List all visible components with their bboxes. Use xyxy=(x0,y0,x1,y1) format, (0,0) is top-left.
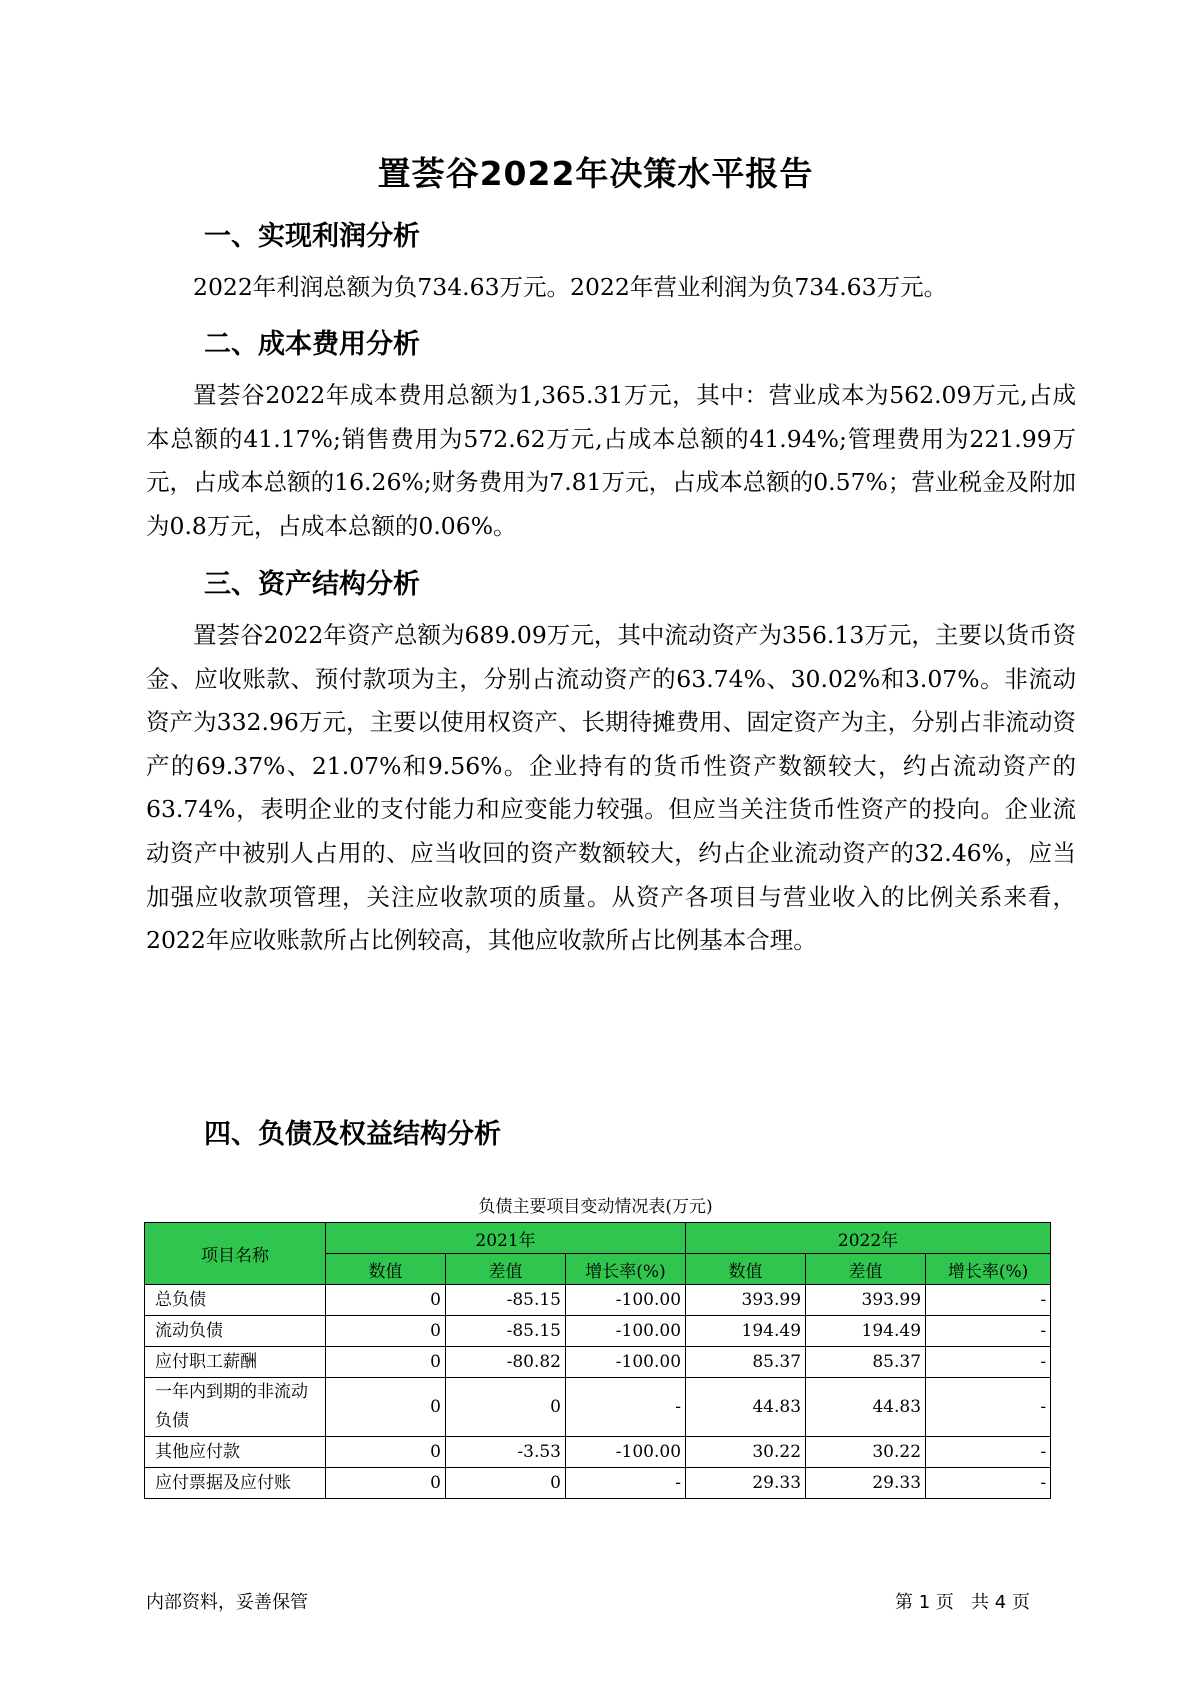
cell-value-2021: 0 xyxy=(326,1316,446,1347)
cell-item-name: 流动负债 xyxy=(145,1316,326,1347)
cell-value-2022: 393.99 xyxy=(686,1285,806,1316)
cell-diff-2022: 194.49 xyxy=(806,1316,926,1347)
header-diff-2021: 差值 xyxy=(446,1254,566,1285)
cell-growth-2022: - xyxy=(926,1316,1051,1347)
table-row xyxy=(145,1347,1051,1378)
cell-item-name: 应付票据及应付账 xyxy=(145,1468,326,1499)
cell-value-2022: 194.49 xyxy=(686,1316,806,1347)
document-title: 置荟谷2022年决策水平报告 xyxy=(377,154,814,193)
cell-diff-2021: 0 xyxy=(446,1378,566,1437)
table-row xyxy=(145,1468,1051,1499)
cell-growth-2022: - xyxy=(926,1468,1051,1499)
header-value-2021: 数值 xyxy=(326,1254,446,1285)
cell-item-name: 其他应付款 xyxy=(145,1437,326,1468)
paragraph-text: 2022年利润总额为负734.63万元。2022年营业利润为负734.63万元。 xyxy=(193,273,948,301)
section-heading-profit: 一、实现利润分析 xyxy=(204,221,420,252)
cell-growth-2021: - xyxy=(566,1378,686,1437)
cell-diff-2022: 29.33 xyxy=(806,1468,926,1499)
footer-page-number: 第 1 页 共 4 页 xyxy=(895,1592,1030,1613)
cell-growth-2022: - xyxy=(926,1347,1051,1378)
header-growth-2022: 增长率(%) xyxy=(926,1254,1051,1285)
table-caption: 负债主要项目变动情况表(万元) xyxy=(478,1197,713,1217)
cell-value-2022: 85.37 xyxy=(686,1347,806,1378)
cell-growth-2021: -100.00 xyxy=(566,1347,686,1378)
section-heading-assets: 三、资产结构分析 xyxy=(204,569,420,600)
section-paragraph-profit xyxy=(146,266,1076,310)
cell-diff-2022: 44.83 xyxy=(806,1378,926,1437)
cell-value-2022: 29.33 xyxy=(686,1468,806,1499)
table-row xyxy=(145,1378,1051,1437)
cell-diff-2022: 85.37 xyxy=(806,1347,926,1378)
footer-confidential-note: 内部资料，妥善保管 xyxy=(146,1592,308,1613)
cell-item-name: 一年内到期的非流动负债 xyxy=(145,1378,326,1437)
paragraph-text: 置荟谷2022年资产总额为689.09万元，其中流动资产为356.13万元，主要以货币资金、应收账款、预付款项为主，分别占流动资产的63.74%、30.02%和3.07%。非流动资产为332.96万元，主要以使用权资产、长期待摊费用、固定资产为主，分别占非流动资产的69.37%、21.07%和9.56%。企业持有的货币性资产数额较大，约占流动资产的63.74%，表明企业的支付能力和应变能力较强。但应当关注货币性资产的投向。企业流动资产中被别人占用的、应当收回的资产数额较大，约占企业流动资产的32.46%，应当加强应收款项管理，关注应收款项的质量。从资产各项目与营业收入的比例关系来看，2022年应收账款所占比例较高，其他应收款所占比例基本合理。 xyxy=(146,621,1076,955)
cell-growth-2021: - xyxy=(566,1468,686,1499)
cell-value-2021: 0 xyxy=(326,1378,446,1437)
cell-item-name: 应付职工薪酬 xyxy=(145,1347,326,1378)
cell-growth-2021: -100.00 xyxy=(566,1316,686,1347)
liabilities-table xyxy=(144,1222,1051,1499)
table-row xyxy=(145,1316,1051,1347)
cell-value-2022: 30.22 xyxy=(686,1437,806,1468)
cell-diff-2021: -3.53 xyxy=(446,1437,566,1468)
cell-value-2021: 0 xyxy=(326,1347,446,1378)
table-row xyxy=(145,1437,1051,1468)
cell-diff-2021: -85.15 xyxy=(446,1285,566,1316)
cell-diff-2021: -80.82 xyxy=(446,1347,566,1378)
section-heading-liabilities: 四、负债及权益结构分析 xyxy=(204,1119,501,1150)
header-growth-2021: 增长率(%) xyxy=(566,1254,686,1285)
cell-growth-2022: - xyxy=(926,1437,1051,1468)
header-year-2021: 2021年 xyxy=(326,1223,686,1254)
cell-value-2021: 0 xyxy=(326,1437,446,1468)
table-header-row xyxy=(145,1223,1051,1254)
cell-diff-2022: 393.99 xyxy=(806,1285,926,1316)
header-year-2022: 2022年 xyxy=(686,1223,1051,1254)
section-paragraph-assets xyxy=(146,614,1076,963)
section-paragraph-cost xyxy=(146,374,1076,548)
cell-value-2021: 0 xyxy=(326,1468,446,1499)
cell-growth-2022: - xyxy=(926,1285,1051,1316)
cell-item-name: 总负债 xyxy=(145,1285,326,1316)
cell-diff-2021: 0 xyxy=(446,1468,566,1499)
cell-value-2022: 44.83 xyxy=(686,1378,806,1437)
cell-growth-2021: -100.00 xyxy=(566,1437,686,1468)
cell-growth-2022: - xyxy=(926,1378,1051,1437)
section-heading-cost: 二、成本费用分析 xyxy=(204,329,420,360)
cell-value-2021: 0 xyxy=(326,1285,446,1316)
table-body xyxy=(145,1285,1051,1499)
paragraph-text: 置荟谷2022年成本费用总额为1,365.31万元，其中：营业成本为562.09万元,占成本总额的41.17%;销售费用为572.62万元,占成本总额的41.94%;管理费用为221.99万元，占成本总额的16.26%;财务费用为7.81万元，占成本总额的0.57%；营业税金及附加为0.8万元，占成本总额的0.06%。 xyxy=(146,381,1076,540)
cell-diff-2022: 30.22 xyxy=(806,1437,926,1468)
table-row xyxy=(145,1285,1051,1316)
cell-diff-2021: -85.15 xyxy=(446,1316,566,1347)
cell-growth-2021: -100.00 xyxy=(566,1285,686,1316)
header-item-name: 项目名称 xyxy=(145,1223,326,1285)
header-value-2022: 数值 xyxy=(686,1254,806,1285)
header-diff-2022: 差值 xyxy=(806,1254,926,1285)
